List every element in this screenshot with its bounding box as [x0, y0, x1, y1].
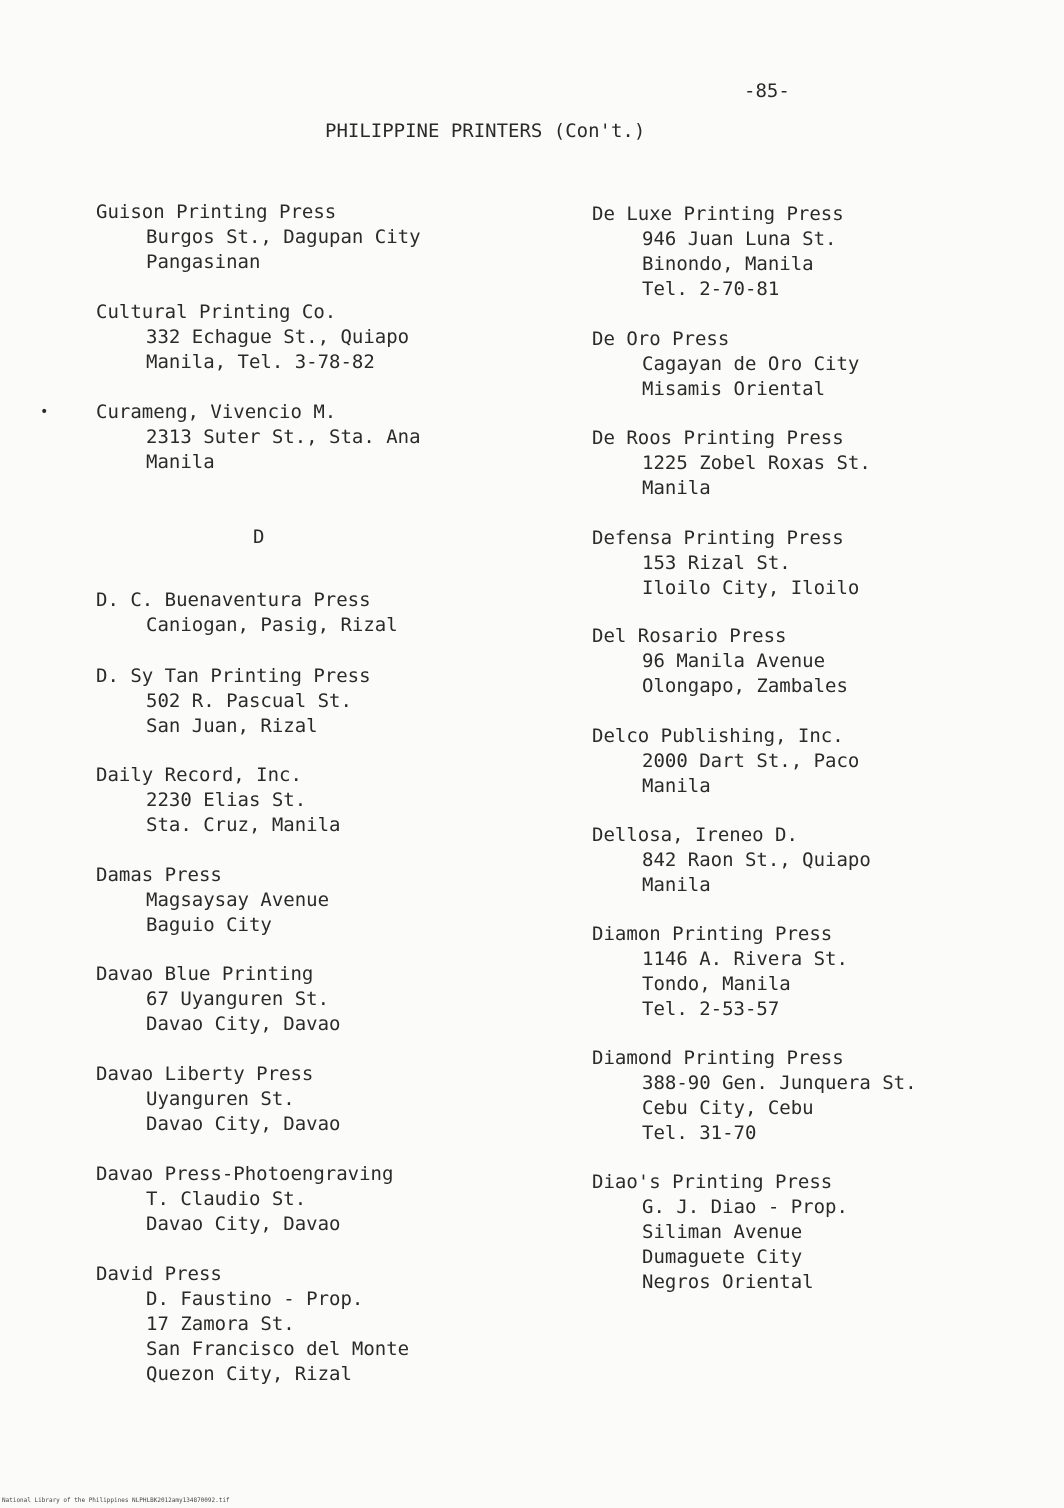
printer-address-line: 17 Zamora St. [146, 1313, 295, 1335]
printer-entry [592, 922, 848, 1022]
printer-entry [592, 624, 848, 699]
printer-address-line: Tel. 31-70 [642, 1122, 757, 1144]
printer-entry [96, 962, 340, 1037]
printer-address-line: Manila [146, 451, 215, 473]
printer-address-line: Quezon City, Rizal [146, 1363, 352, 1385]
printer-address-line: Davao City, Davao [146, 1013, 341, 1035]
margin-mark: • [40, 404, 49, 420]
printer-address-line: 502 R. Pascual St. [146, 690, 352, 712]
printer-entry [592, 526, 859, 601]
printer-entry [96, 863, 329, 938]
printer-entry [592, 724, 859, 799]
printer-address-line: Sta. Cruz, Manila [146, 814, 341, 836]
printer-address-line: Davao City, Davao [146, 1113, 341, 1135]
printer-entry [592, 202, 844, 302]
printer-address-line: 2230 Elias St. [146, 789, 307, 811]
printer-address-line: 842 Raon St., Quiapo [642, 849, 871, 871]
printer-address-line: Caniogan, Pasig, Rizal [146, 614, 398, 636]
printer-name: Davao Liberty Press [96, 1063, 314, 1085]
printer-entry [96, 664, 371, 739]
printer-name: Davao Press-Photoengraving [96, 1163, 394, 1185]
printer-address-line: D. Faustino - Prop. [146, 1288, 364, 1310]
printer-name: Davao Blue Printing [96, 963, 314, 985]
printer-address-line: 2313 Suter St., Sta. Ana [146, 426, 421, 448]
printer-address-line: Pangasinan [146, 251, 261, 273]
printer-address-line: 2000 Dart St., Paco [642, 750, 860, 772]
printer-name: D. C. Buenaventura Press [96, 589, 371, 611]
printer-entry [96, 1162, 393, 1237]
printer-name: Damas Press [96, 864, 222, 886]
printer-name: De Luxe Printing Press [592, 203, 844, 225]
printer-entry [592, 823, 871, 898]
scan-footer: National Library of the Philippines NLPHLBK2012amy134870092.tif [2, 1497, 230, 1504]
printer-name: Del Rosario Press [592, 625, 787, 647]
printer-address-line: Davao City, Davao [146, 1213, 341, 1235]
printer-address-line: Tondo, Manila [642, 973, 791, 995]
printer-name: Diamond Printing Press [592, 1047, 844, 1069]
printer-entry [96, 1062, 340, 1137]
printer-name: D. Sy Tan Printing Press [96, 665, 371, 687]
printer-address-line: Manila [642, 874, 711, 896]
printer-address-line: 1225 Zobel Roxas St. [642, 452, 871, 474]
printer-name: Daily Record, Inc. [96, 764, 302, 786]
printer-name: De Roos Printing Press [592, 427, 844, 449]
printer-address-line: Uyanguren St. [146, 1088, 295, 1110]
printer-entry [592, 426, 871, 501]
printer-entry [96, 588, 398, 638]
printer-entry [96, 763, 340, 838]
printer-address-line: Manila [642, 477, 711, 499]
printer-name: Guison Printing Press [96, 201, 337, 223]
printer-entry [592, 1046, 917, 1146]
printer-address-line: San Juan, Rizal [146, 715, 318, 737]
printer-address-line: Misamis Oriental [642, 378, 826, 400]
printer-name: Diao's Printing Press [592, 1171, 833, 1193]
printer-address-line: 1146 A. Rivera St. [642, 948, 848, 970]
printer-address-line: Manila, Tel. 3-78-82 [146, 351, 375, 373]
printer-address-line: G. J. Diao - Prop. [642, 1196, 848, 1218]
printer-address-line: Iloilo City, Iloilo [642, 577, 860, 599]
printer-address-line: Olongapo, Zambales [642, 675, 848, 697]
page-number: -85- [744, 80, 790, 102]
printer-address-line: 96 Manila Avenue [642, 650, 826, 672]
printer-address-line: Tel. 2-53-57 [642, 998, 780, 1020]
printer-name: Defensa Printing Press [592, 527, 844, 549]
printer-name: Delco Publishing, Inc. [592, 725, 844, 747]
printer-entry [96, 300, 409, 375]
printer-address-line: Cagayan de Oro City [642, 353, 860, 375]
printer-address-line: Magsaysay Avenue [146, 889, 330, 911]
printer-address-line: 67 Uyanguren St. [146, 988, 330, 1010]
printer-address-line: 153 Rizal St. [642, 552, 791, 574]
printer-address-line: Baguio City [146, 914, 272, 936]
printer-name: David Press [96, 1263, 222, 1285]
printer-address-line: Binondo, Manila [642, 253, 814, 275]
printer-address-line: 388-90 Gen. Junquera St. [642, 1072, 917, 1094]
printer-address-line: Burgos St., Dagupan City [146, 226, 421, 248]
printer-address-line: Negros Oriental [642, 1271, 814, 1293]
printer-name: Cultural Printing Co. [96, 301, 337, 323]
printer-address-line: San Francisco del Monte [146, 1338, 410, 1360]
printer-name: Curameng, Vivencio M. [96, 401, 337, 423]
printer-address-line: 332 Echague St., Quiapo [146, 326, 410, 348]
printer-entry [96, 1262, 409, 1387]
printer-address-line: T. Claudio St. [146, 1188, 307, 1210]
printer-name: Dellosa, Ireneo D. [592, 824, 798, 846]
printer-address-line: Manila [642, 775, 711, 797]
printer-entry [96, 200, 421, 275]
printer-entry [96, 400, 421, 475]
printer-address-line: 946 Juan Luna St. [642, 228, 837, 250]
printer-address-line: Tel. 2-70-81 [642, 278, 780, 300]
printer-address-line: Siliman Avenue [642, 1221, 803, 1243]
section-letter-d: D [253, 526, 265, 548]
printer-address-line: Cebu City, Cebu [642, 1097, 814, 1119]
printer-name: De Oro Press [592, 328, 730, 350]
printer-entry [592, 327, 859, 402]
page-title: PHILIPPINE PRINTERS (Con't.) [325, 120, 646, 142]
printer-name: Diamon Printing Press [592, 923, 833, 945]
printer-entry [592, 1170, 848, 1295]
printer-address-line: Dumaguete City [642, 1246, 803, 1268]
